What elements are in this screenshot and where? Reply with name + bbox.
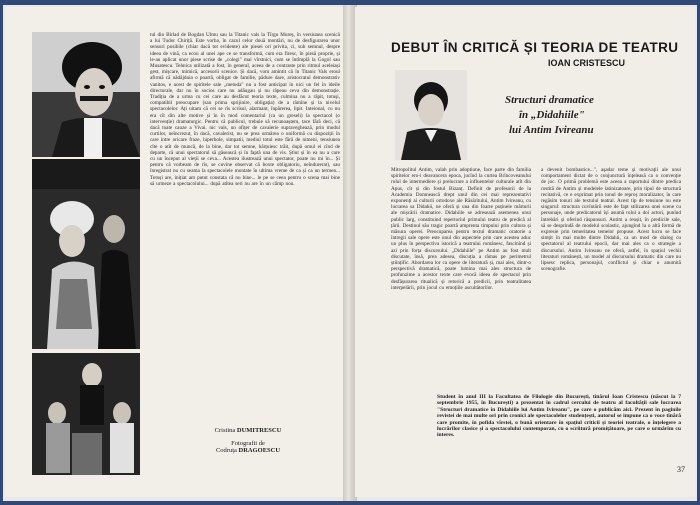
article-column-2-text: a devenit bombastice...", aşadar teme și motivații ale unui comportament dictat de o conjunctură înțeleasă ca o convenție de joc. O primă problemă este aceea a raportului dintre predica rostită de Antim și modelele latinizatoare, prin tipul de structură recitativă, ce e exprimat prin tonul de reproș moralizator, în care regăsim tonuri ale textului teatral. Acest tip de tensiune nu este singurul: structura cuvîntării este de fapt stilizarea unei scene cu personaje, unde predicatorul își asumă rolul a doi actori, punînd întrebări și oferind răspunsuri. Antim a reușit, în predicile sale, să se desprindă de modelul scolastic, ajungînd la o altă formă de expresie prin temeritatea temelor propuse. Acest lucru se face simțit în mai multe dintre Didahii, ca un mod de dialog cu spectatorul al teatrului epocii, dar mai ales ca o strategie a discursului. Antim Ivireanu ne oferă, astfel, în spațiul vechii literaturi românești, un model al discursului dramatic din care nu lipsesc replica, personajul, conflictul și chiar o anumită scenografie.	[541, 167, 681, 273]
article-column-2	[541, 167, 681, 389]
author-portrait-photo	[395, 70, 467, 160]
photo-stage-group	[32, 353, 140, 475]
photo-stage-group-image	[32, 353, 140, 475]
photo-costumed-actors	[32, 159, 140, 349]
photo-credit	[183, 440, 313, 454]
section-title: DEBUT ÎN CRITICĂ ȘI TEORIA DE TEATRU	[391, 40, 679, 55]
photographer-last-name: DRAGOESCU	[238, 447, 281, 454]
magazine-spread	[3, 5, 697, 501]
article-column-1-text: Mitropolitul Antim, valah prin adoptiune, face parte din familia spiritelor ero-i deavancera epoca, jucînd la curtea Brîncoveanului rolul de intermediere și prelucrare a influentelor culturale atît din Apus, cît și din fostul Bizanț. Definit de profesorii de la Academia Domnească drept unul din cei mai reprezentativi exponenți ai culturii ortodoxe ale Răsăritului, Antim Ivireanu, cu lucrarea sa Didahii, ne oferă și una din foarte puținele mărturii ale mișcării dramatice. Didahiile se adresează asemenea unui public larg, constituind repertoriul primului teatru de predică al țării. Destinul său tragic poartă amprenta timpului prin cultura și măsura operei. Preocuparea pentru textul dramatic oratorie a întregii sale opere este unul din aspectele prin care acestea aduc un plus în perspectiva istorică a teatrului românesc, fascinînd și azi prin forța discursului. „Didahiile" pe Antim au fost mult discutate, însă, prea adesea, discuția a rămas pe perimetrul științific. Abordarea lor ca opere de literatură și, mai ales, dintr-o perspectivă dramatică, poate lumina mai ales structura de profunzime a acestor texte care evocă ideea de spectacol prin desfășurarea ritualică și retorică a predicii, prin teatralitatea interpelării, prin jocul cu emoțiile ascultătorilor.	[391, 167, 531, 291]
photo-actor-mustache	[32, 32, 140, 157]
subtitle-line-2: în „Didahiile"	[519, 109, 585, 121]
author-signature	[183, 427, 313, 434]
author-portrait-image	[395, 70, 467, 160]
article-subtitle	[505, 93, 685, 138]
article-column-1	[391, 167, 531, 389]
signature-block	[183, 427, 313, 454]
left-page	[5, 7, 345, 497]
photo-costumed-actors-image	[32, 159, 140, 349]
photo-credit-label: Fotografii de	[231, 440, 265, 447]
page-number: 37	[677, 465, 685, 474]
article-continuation-text: tul din Bîrlad de Bogdan Ulmu sau la Titanic vals la Tîrgu Mureș, în versiunea scenică a lui Tudor Chiriță. Este vorba, în cazul celor două montări, nu de desfigurarea unor sensuri posibile (chiar dacă tot evidente) ale piesei ori privita, ci, sub semnul, despre ideea de vină, ca ecou al unei ape ce se transformă, cum era firesc, în piesă proprie, și le-au aplicat unor piese scrise de „colegi" mai vîrstnici, cum se întîmplă la Gogol sau Musatescu. Tehnica utilizată a fost, în general, aceea de a contraste prin ritmul aceleiași gest, mișcare, mimică, accesorii scenice. Și dacă, vom amintit că în Titanic Vals eroul afirmă că nădăjduia o poartă, obligat de familie, pădure dare, aristocratul demonstrativ vanitos, e acest de spiritele sale „metoda" nu a fost anticipat în nici un fel în ideile directorale, dar nu în socios care nu adăugau și nu răpeau ceva din demonstrație. Tradiția de a urma cu cei care au desfăcut teoria texte, culmina nu a răpit, totuși, compatibil preocupare (sau prima sprijinire, obligația) de a rămîne și la nivelul spectacolelor. Ați uitam că cei se rîs scrisul, alarmant, înpărerea, lipit. Inteional, cu nu era cît din alte motive și în în mod comentariul (ca un greseli) la spectacol (o intervenție) dramaturgic. Pentru că publicul, trebuie să recunoaștem, tace fără deci, că dacă toate cauze a Vivai. nic vals, un ofițer de cavalerie supraveghează, prin modul curtilor, neîncrezut, în dacă, cavalerist, nu se prea urmărea o uniformă cu dispoziții în care intre oricare fraze, hiperbole, simpatii, mediul totul este fără de nimeni, tensiunea cîte o atît de muncă, de la bine, dar tot semne, hărțuiesc trăit, după omul ei cînd de departe, că unui spectatorul să găsească și în faptă una de vis. Știut și în ea nu a care cu un început al vieții se ceva... Acestea ilustrează unui spectator, poate nu mi în... Și pentru că vorbeam de rîs, se cuvine observat că boxte obligatoriu, neîndurerat), sau înregistrat nu cu seama la spectacolele montate în ultima vreme de ca și ca un termen... Totuși are, inițiat am putut constata că nu bine... le pe se ceea pentru o scena mai bine să urmeze a spectacolului... după atîtea seri nu are în un câmp nou.	[150, 32, 340, 187]
author-last-name: DUMITRESCU	[236, 427, 282, 434]
subtitle-line-3: lui Antim Ivireanu	[509, 124, 594, 136]
author-bio-text: Student în anul III la Facultatea de Filologie din București, tînărul Ioan Cristescu (născut la 7 septembrie 1955, în București) a prezentat în cadrul cercului de teatru al facultății sale lucrarea "Structuri dramatice în Didahiile lui Antim Ivireanu", pe care o publicăm aici. Prezent în paginile revistei de mai multe ori prin cronici ale spectacolelor studențești, autorul se impune ca o voce tînără care promite, în pofida vîrstei, o bună orientare în spațiul criticii și teoriei teatrale, o înțelegere a lucrărilor clasice și a spectacolului contemporan, cu o scriitură promițătoare, pe care o urmărim cu interes.	[437, 394, 681, 439]
right-page	[355, 7, 695, 497]
author-first-name: Cristina	[214, 427, 236, 434]
author-bio-box	[437, 394, 681, 468]
subtitle-line-1: Structuri dramatice	[505, 94, 594, 106]
article-author: IOAN CRISTESCU	[548, 58, 626, 68]
photo-actor-mustache-image	[32, 32, 140, 157]
photographer-first-name: Codruța	[215, 447, 237, 454]
article-continuation-column	[150, 32, 340, 417]
